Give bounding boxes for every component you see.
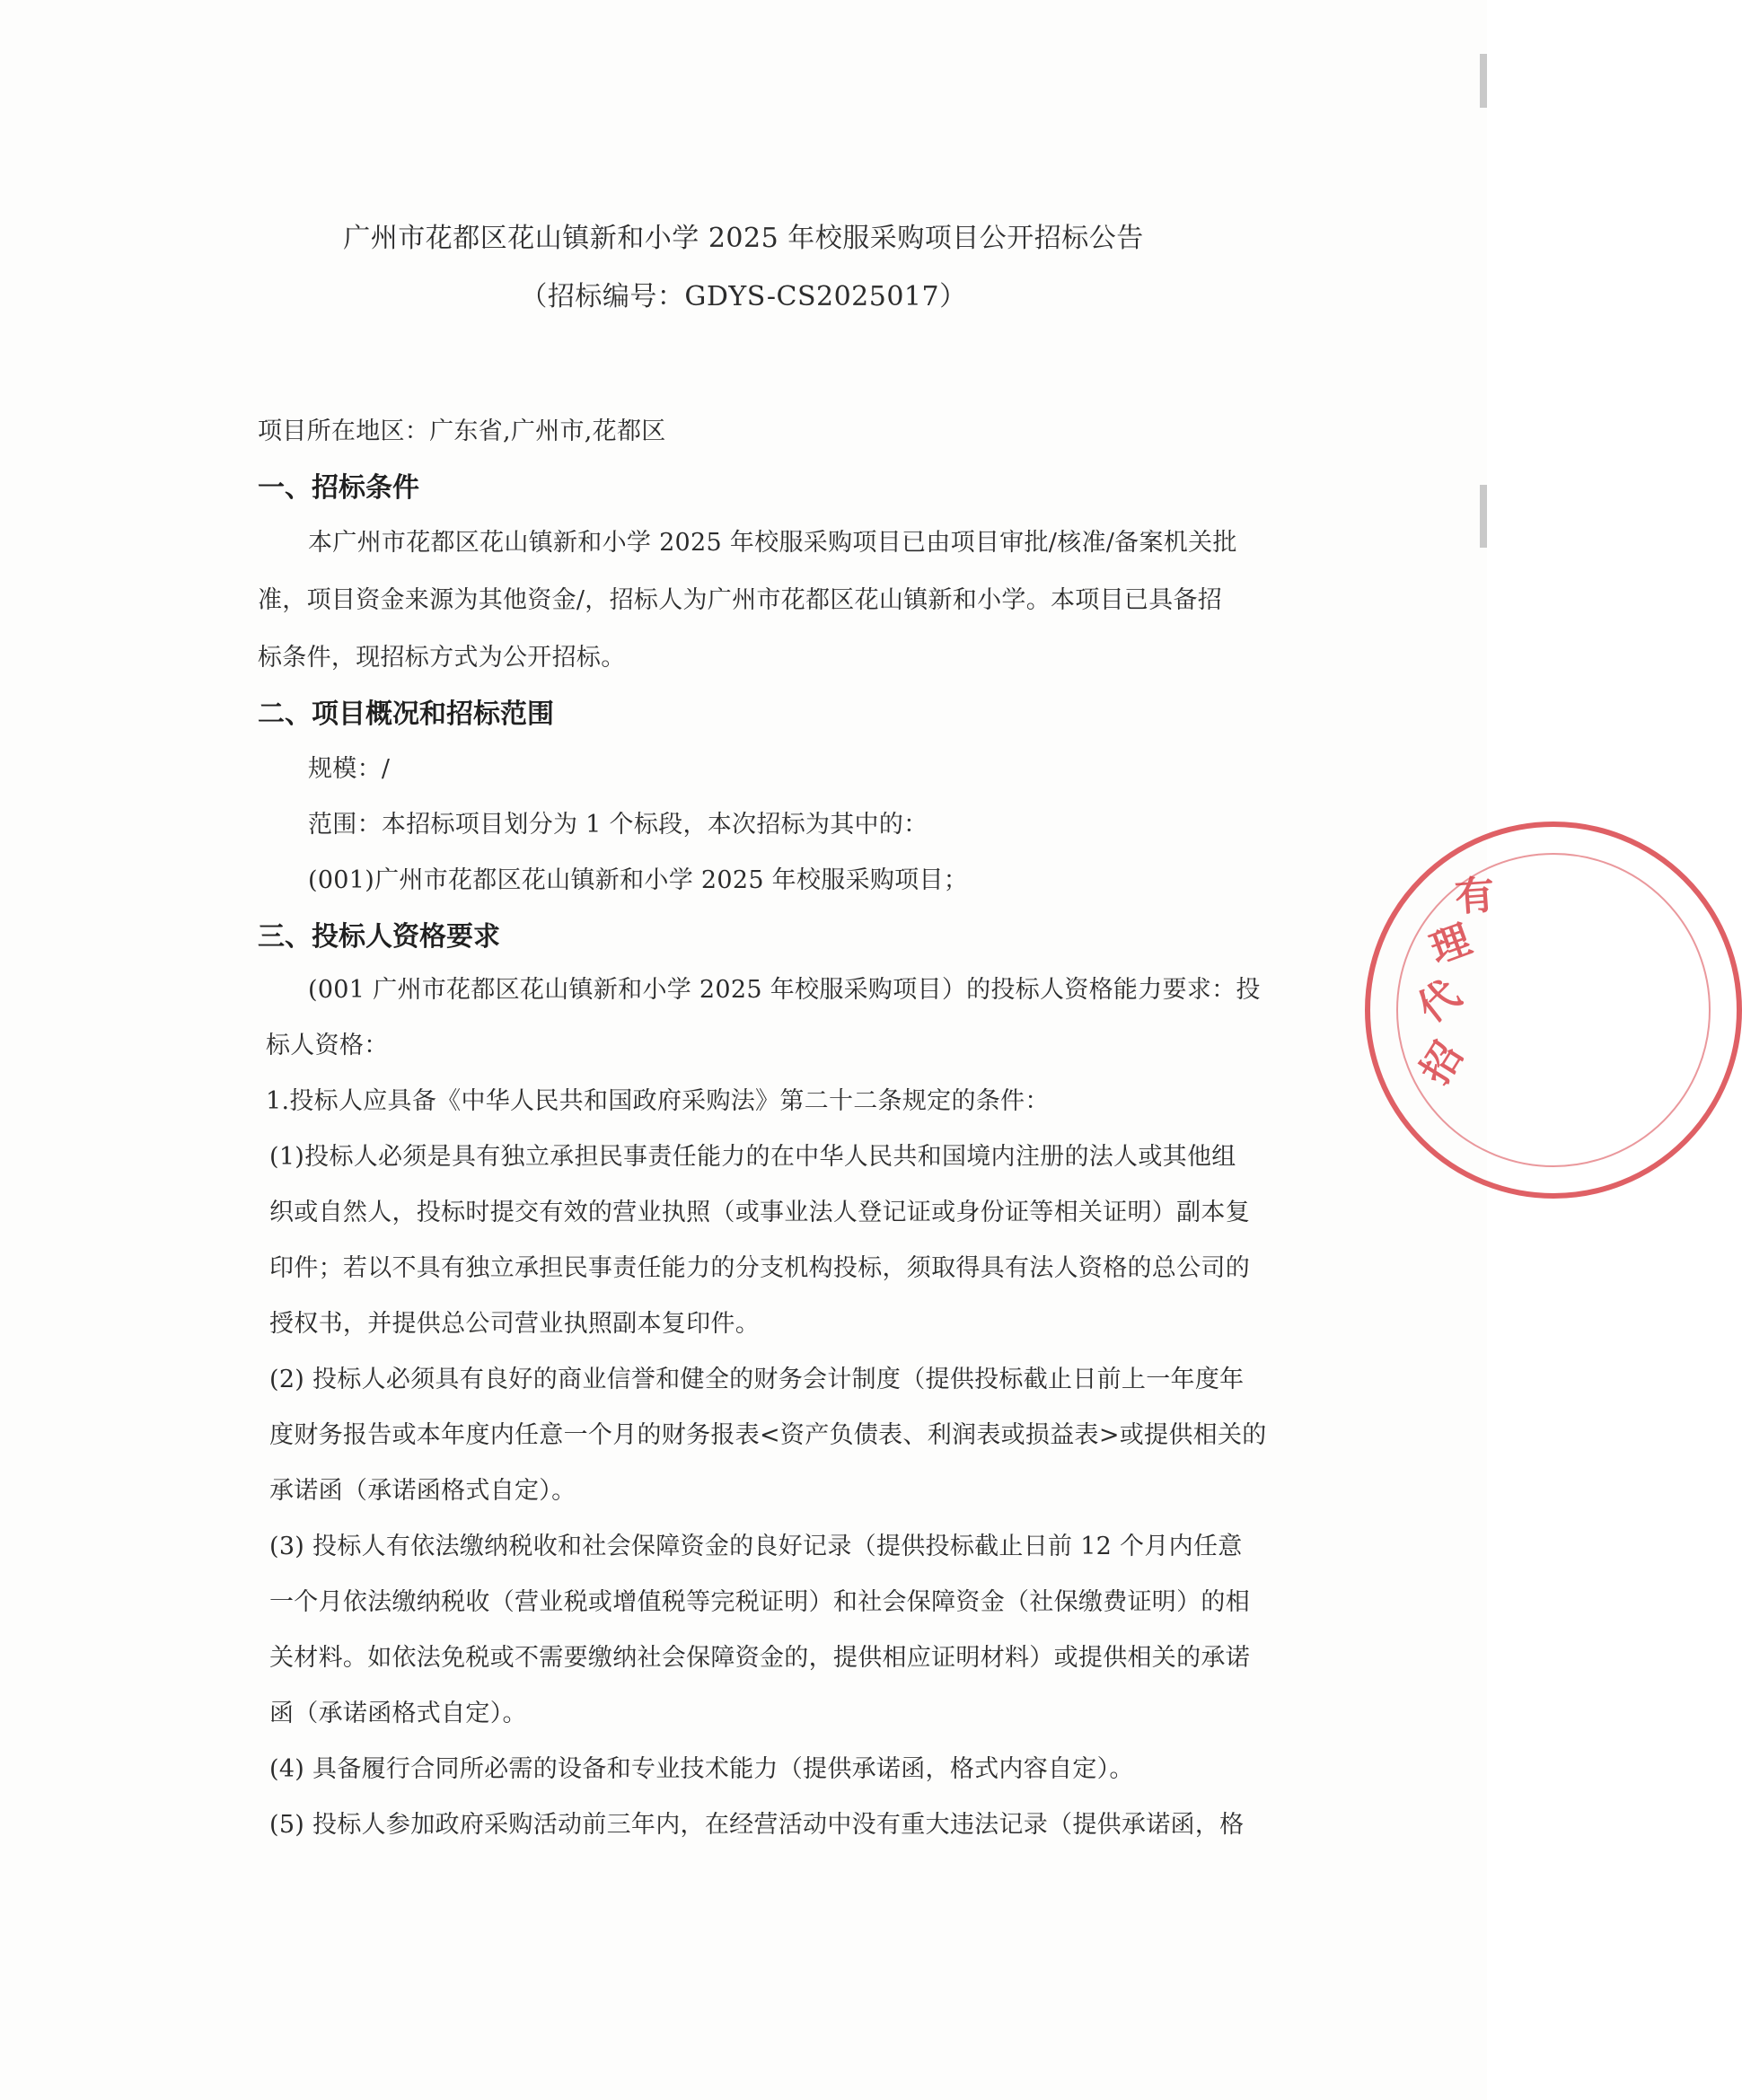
scan-edge-mark <box>1480 54 1487 108</box>
qualification-1-1-line-1: (1)投标人必须是具有独立承担民事责任能力的在中华人民共和国境内注册的法人或其他组 <box>269 1143 1236 1171</box>
qualification-1-3-line-1: (3) 投标人有依法缴纳税收和社会保障资金的良好记录（提供投标截止日前 12 个月内任意 <box>269 1533 1243 1560</box>
qualification-1-4: (4) 具备履行合同所必需的设备和专业技术能力（提供承诺函，格式内容自定）。 <box>269 1755 1134 1783</box>
section-heading-conditions: 一、招标条件 <box>258 472 419 504</box>
seal-glyph: 招 <box>1412 1034 1473 1093</box>
overview-scope: 范围：本招标项目划分为 1 个标段，本次招标为其中的： <box>308 811 928 839</box>
conditions-line-1: 本广州市花都区花山镇新和小学 2025 年校服采购项目已由项目审批/核准/备案机关批 <box>308 529 1237 557</box>
qualification-1-1-line-3: 印件；若以不具有独立承担民事责任能力的分支机构投标，须取得具有法人资格的总公司的 <box>269 1254 1250 1282</box>
conditions-line-2: 准，项目资金来源为其他资金/，招标人为广州市花都区花山镇新和小学。本项目已具备招 <box>258 586 1223 614</box>
qualification-1-2-line-2: 度财务报告或本年度内任意一个月的财务报表<资产负债表、利润表或损益表>或提供相关的 <box>269 1421 1267 1449</box>
section-heading-qualifications: 三、投标人资格要求 <box>258 921 500 953</box>
qualifications-intro-2: 标人资格： <box>266 1032 389 1059</box>
qualification-1-2-line-3: 承诺函（承诺函格式自定）。 <box>269 1477 576 1505</box>
overview-scale: 规模：/ <box>308 755 391 783</box>
qualification-1: 1.投标人应具备《中华人民共和国政府采购法》第二十二条规定的条件： <box>266 1087 1050 1115</box>
qualification-1-1-line-4: 授权书，并提供总公司营业执照副本复印件。 <box>269 1310 760 1338</box>
scan-edge-mark <box>1480 485 1487 548</box>
qualification-1-5: (5) 投标人参加政府采购活动前三年内，在经营活动中没有重大违法记录（提供承诺函，格 <box>269 1811 1245 1839</box>
conditions-line-3: 标条件，现招标方式为公开招标。 <box>258 644 626 672</box>
seal-glyph: 有 <box>1453 872 1497 921</box>
overview-lot-item: (001)广州市花都区花山镇新和小学 2025 年校服采购项目； <box>308 866 969 894</box>
project-region: 项目所在地区：广东省,广州市,花都区 <box>258 417 666 445</box>
qualification-1-2-line-1: (2) 投标人必须具有良好的商业信誉和健全的财务会计制度（提供投标截止日前上一年度年 <box>269 1366 1245 1393</box>
document-title: 广州市花都区花山镇新和小学 2025 年校服采购项目公开招标公告 <box>343 223 1144 254</box>
qualifications-intro-1: (001 广州市花都区花山镇新和小学 2025 年校服采购项目）的投标人资格能力要求：投 <box>308 976 1261 1004</box>
qualification-1-3-line-4: 函（承诺函格式自定）。 <box>269 1700 527 1727</box>
qualification-1-3-line-3: 关材料。如依法免税或不需要缴纳社会保障资金的，提供相应证明材料）或提供相关的承诺 <box>269 1644 1250 1672</box>
seal-glyph: 代 <box>1409 971 1469 1032</box>
section-heading-overview: 二、项目概况和招标范围 <box>258 699 554 730</box>
qualification-1-3-line-2: 一个月依法缴纳税收（营业税或增值税等完税证明）和社会保障资金（社保缴费证明）的相 <box>269 1588 1250 1616</box>
seal-glyph: 理 <box>1424 916 1477 973</box>
tender-number: （招标编号：GDYS-CS2025017） <box>520 281 967 312</box>
qualification-1-1-line-2: 织或自然人，投标时提交有效的营业执照（或事业法人登记证或身份证等相关证明）副本复 <box>269 1199 1250 1226</box>
